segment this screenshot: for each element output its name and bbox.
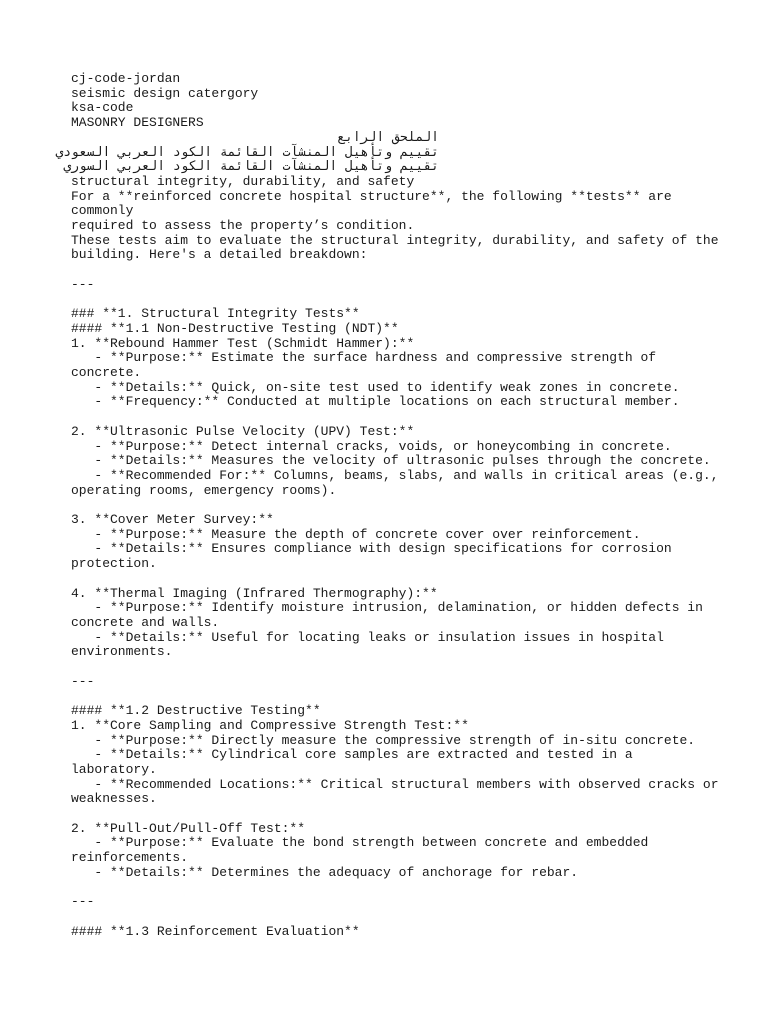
list-detail: - **Purpose:** Directly measure the compressive strength of in-situ concrete. [71, 732, 696, 748]
text-line: These tests aim to evaluate the structural integrity, durability, and safety of the [71, 232, 719, 248]
text-line: cj-code-jordan [71, 71, 181, 86]
list-detail: - **Frequency:** Conducted at multiple locations on each structural member. [71, 394, 680, 410]
text-line: ksa-code [71, 100, 134, 116]
text-line: concrete. [71, 365, 142, 381]
list-item: 1. **Rebound Hammer Test (Schmidt Hammer):** [71, 335, 415, 351]
blank-line [71, 293, 711, 308]
subsection-heading: #### **1.1 Non-Destructive Testing (NDT)** [71, 320, 399, 336]
arabic-text-line: تقييم وتأهيل المنشآت القائمة الكود العربي السوري [63, 159, 439, 175]
list-detail: - **Purpose:** Identify moisture intrusion, delamination, or hidden defects in [71, 600, 703, 616]
blank-line [71, 807, 711, 822]
text-line: concrete and walls. [71, 614, 220, 630]
horizontal-rule-text: --- [71, 276, 95, 292]
text-line: structural integrity, durability, and safety [71, 173, 415, 189]
text-line: operating rooms, emergency rooms). [71, 482, 337, 498]
arabic-text-line: الملحق الرابع [337, 129, 439, 145]
list-item: 2. **Ultrasonic Pulse Velocity (UPV) Test:** [71, 423, 415, 439]
text-line: For a **reinforced concrete hospital structure**, the following **tests** are [71, 188, 672, 204]
list-detail: - **Details:** Measures the velocity of ultrasonic pulses through the concrete. [71, 453, 711, 469]
blank-line [71, 498, 711, 513]
list-detail: - **Details:** Quick, on-site test used to identify weak zones in concrete. [71, 379, 680, 395]
list-detail: - **Details:** Useful for locating leaks or insulation issues in hospital [71, 629, 664, 645]
section-heading: ### **1. Structural Integrity Tests** [71, 306, 360, 322]
list-detail: - **Purpose:** Measure the depth of concrete cover over reinforcement. [71, 526, 641, 542]
list-item: 4. **Thermal Imaging (Infrared Thermography):** [71, 585, 438, 601]
text-line: commonly [71, 203, 134, 219]
text-line: protection. [71, 556, 157, 572]
list-item: 1. **Core Sampling and Compressive Strength Test:** [71, 717, 469, 733]
text-line: building. Here's a detailed breakdown: [71, 247, 368, 263]
list-detail: - **Details:** Cylindrical core samples are extracted and tested in a [71, 747, 633, 763]
text-line: environments. [71, 644, 173, 660]
list-item: 3. **Cover Meter Survey:** [71, 512, 274, 528]
list-detail: - **Details:** Determines the adequacy of anchorage for rebar. [71, 864, 579, 880]
blank-line [71, 572, 711, 587]
subsection-heading: #### **1.3 Reinforcement Evaluation** [71, 923, 360, 939]
text-line: MASONRY DESIGNERS [71, 115, 204, 131]
subsection-heading: #### **1.2 Destructive Testing** [71, 703, 321, 719]
text-line: required to assess the property’s condition. [71, 218, 415, 234]
blank-line [71, 910, 711, 925]
document-page [55, 71, 719, 939]
text-line: weaknesses. [71, 791, 157, 807]
list-detail: - **Purpose:** Detect internal cracks, voids, or honeycombing in concrete. [71, 438, 672, 454]
blank-line [71, 660, 711, 675]
list-detail: - **Recommended Locations:** Critical structural members with observed cracks or [71, 776, 719, 792]
list-detail: - **Purpose:** Estimate the surface hardness and compressive strength of [71, 350, 657, 366]
arabic-text-line: تقييم وتأهيل المنشآت القائمة الكود العربي السعودي [55, 144, 439, 160]
list-item: 2. **Pull-Out/Pull-Off Test:** [71, 820, 306, 836]
blank-line [71, 410, 711, 425]
list-detail: - **Purpose:** Evaluate the bond strength between concrete and embedded [71, 835, 649, 851]
horizontal-rule-text: --- [71, 894, 95, 910]
text-line: reinforcements. [71, 850, 189, 866]
blank-line [71, 689, 711, 704]
blank-line [71, 263, 711, 278]
text-line: seismic design catergory [71, 85, 259, 101]
list-detail: - **Details:** Ensures compliance with design specifications for corrosion [71, 541, 672, 557]
text-line: laboratory. [71, 761, 157, 777]
horizontal-rule-text: --- [71, 673, 95, 689]
blank-line [71, 881, 711, 896]
list-detail: - **Recommended For:** Columns, beams, slabs, and walls in critical areas (e.g., [71, 467, 719, 483]
